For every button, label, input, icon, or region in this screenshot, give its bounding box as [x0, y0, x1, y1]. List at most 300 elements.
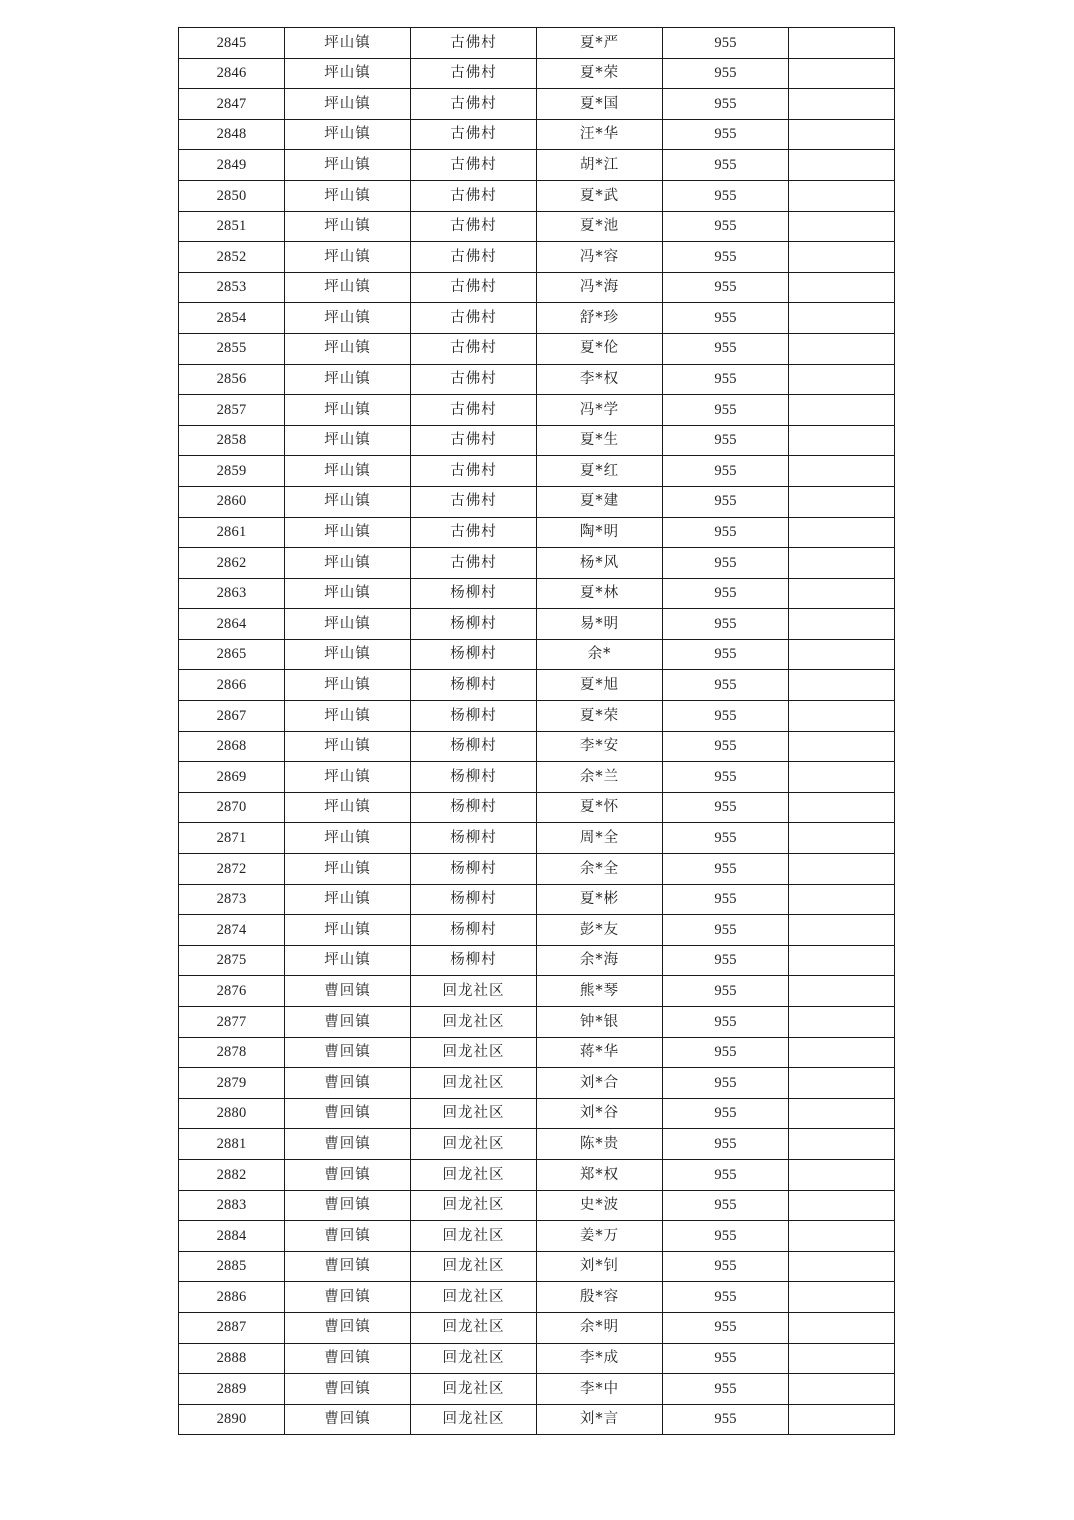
- cell-note: [789, 701, 895, 732]
- cell-index: 2846: [179, 58, 285, 89]
- cell-amount: 955: [663, 915, 789, 946]
- cell-amount: 955: [663, 1251, 789, 1282]
- cell-index: 2854: [179, 303, 285, 334]
- cell-amount: 955: [663, 639, 789, 670]
- cell-amount: 955: [663, 272, 789, 303]
- table-row: [179, 1190, 895, 1221]
- cell-index: 2852: [179, 242, 285, 273]
- cell-note: [789, 1312, 895, 1343]
- cell-note: [789, 150, 895, 181]
- cell-name: 易*明: [537, 609, 663, 640]
- table-row: [179, 1068, 895, 1099]
- cell-town: 坪山镇: [285, 884, 411, 915]
- cell-village: 回龙社区: [411, 1190, 537, 1221]
- table-row: [179, 89, 895, 120]
- cell-village: 古佛村: [411, 548, 537, 579]
- cell-name: 刘*合: [537, 1068, 663, 1099]
- cell-name: 史*波: [537, 1190, 663, 1221]
- cell-note: [789, 456, 895, 487]
- cell-note: [789, 180, 895, 211]
- cell-name: 蒋*华: [537, 1037, 663, 1068]
- cell-amount: 955: [663, 1221, 789, 1252]
- cell-town: 曹回镇: [285, 1251, 411, 1282]
- cell-name: 陶*明: [537, 517, 663, 548]
- cell-amount: 955: [663, 945, 789, 976]
- cell-village: 回龙社区: [411, 1343, 537, 1374]
- cell-note: [789, 1159, 895, 1190]
- cell-amount: 955: [663, 486, 789, 517]
- table-row: [179, 456, 895, 487]
- table-row: [179, 1129, 895, 1160]
- cell-name: 夏*建: [537, 486, 663, 517]
- cell-name: 陈*贵: [537, 1129, 663, 1160]
- cell-index: 2875: [179, 945, 285, 976]
- cell-name: 夏*武: [537, 180, 663, 211]
- cell-town: 坪山镇: [285, 548, 411, 579]
- cell-amount: 955: [663, 1007, 789, 1038]
- cell-index: 2879: [179, 1068, 285, 1099]
- cell-amount: 955: [663, 58, 789, 89]
- cell-town: 坪山镇: [285, 89, 411, 120]
- cell-village: 杨柳村: [411, 578, 537, 609]
- cell-village: 古佛村: [411, 425, 537, 456]
- cell-village: 古佛村: [411, 150, 537, 181]
- cell-amount: 955: [663, 976, 789, 1007]
- cell-amount: 955: [663, 578, 789, 609]
- table-row: [179, 1007, 895, 1038]
- cell-amount: 955: [663, 1374, 789, 1405]
- cell-index: 2864: [179, 609, 285, 640]
- cell-name: 李*权: [537, 364, 663, 395]
- cell-amount: 955: [663, 517, 789, 548]
- cell-village: 杨柳村: [411, 823, 537, 854]
- cell-village: 古佛村: [411, 272, 537, 303]
- cell-village: 古佛村: [411, 119, 537, 150]
- cell-town: 曹回镇: [285, 1404, 411, 1435]
- cell-village: 杨柳村: [411, 762, 537, 793]
- cell-town: 曹回镇: [285, 1221, 411, 1252]
- cell-index: 2863: [179, 578, 285, 609]
- cell-index: 2858: [179, 425, 285, 456]
- cell-village: 古佛村: [411, 28, 537, 59]
- cell-town: 曹回镇: [285, 976, 411, 1007]
- cell-town: 坪山镇: [285, 486, 411, 517]
- cell-index: 2860: [179, 486, 285, 517]
- cell-amount: 955: [663, 762, 789, 793]
- cell-name: 夏*池: [537, 211, 663, 242]
- cell-amount: 955: [663, 823, 789, 854]
- cell-town: 坪山镇: [285, 180, 411, 211]
- table-row: [179, 1159, 895, 1190]
- cell-village: 古佛村: [411, 395, 537, 426]
- cell-village: 古佛村: [411, 517, 537, 548]
- cell-name: 李*中: [537, 1374, 663, 1405]
- table-row: [179, 548, 895, 579]
- cell-index: 2869: [179, 762, 285, 793]
- table-row: [179, 1221, 895, 1252]
- cell-amount: 955: [663, 1190, 789, 1221]
- cell-name: 冯*海: [537, 272, 663, 303]
- table-row: [179, 976, 895, 1007]
- cell-name: 夏*彬: [537, 884, 663, 915]
- cell-index: 2881: [179, 1129, 285, 1160]
- cell-name: 夏*红: [537, 456, 663, 487]
- cell-name: 余*海: [537, 945, 663, 976]
- cell-name: 夏*严: [537, 28, 663, 59]
- cell-note: [789, 792, 895, 823]
- cell-name: 殷*容: [537, 1282, 663, 1313]
- cell-village: 古佛村: [411, 180, 537, 211]
- cell-name: 余*全: [537, 854, 663, 885]
- cell-amount: 955: [663, 425, 789, 456]
- cell-amount: 955: [663, 701, 789, 732]
- cell-index: 2885: [179, 1251, 285, 1282]
- cell-town: 坪山镇: [285, 456, 411, 487]
- cell-note: [789, 639, 895, 670]
- cell-town: 坪山镇: [285, 854, 411, 885]
- table-row: [179, 486, 895, 517]
- cell-name: 刘*谷: [537, 1098, 663, 1129]
- cell-town: 坪山镇: [285, 333, 411, 364]
- cell-note: [789, 609, 895, 640]
- cell-note: [789, 1037, 895, 1068]
- cell-town: 坪山镇: [285, 609, 411, 640]
- cell-index: 2861: [179, 517, 285, 548]
- cell-note: [789, 731, 895, 762]
- cell-index: 2859: [179, 456, 285, 487]
- cell-name: 夏*荣: [537, 58, 663, 89]
- cell-town: 坪山镇: [285, 792, 411, 823]
- cell-name: 余*: [537, 639, 663, 670]
- cell-town: 曹回镇: [285, 1190, 411, 1221]
- cell-town: 曹回镇: [285, 1312, 411, 1343]
- table-row: [179, 395, 895, 426]
- table-row: [179, 364, 895, 395]
- cell-index: 2867: [179, 701, 285, 732]
- cell-town: 坪山镇: [285, 517, 411, 548]
- table-row: [179, 333, 895, 364]
- cell-town: 坪山镇: [285, 303, 411, 334]
- cell-town: 坪山镇: [285, 119, 411, 150]
- cell-village: 回龙社区: [411, 1037, 537, 1068]
- cell-index: 2888: [179, 1343, 285, 1374]
- cell-index: 2871: [179, 823, 285, 854]
- table-row: [179, 945, 895, 976]
- cell-amount: 955: [663, 303, 789, 334]
- cell-village: 回龙社区: [411, 1374, 537, 1405]
- table-row: [179, 915, 895, 946]
- cell-note: [789, 1129, 895, 1160]
- cell-village: 回龙社区: [411, 1251, 537, 1282]
- cell-index: 2857: [179, 395, 285, 426]
- cell-town: 坪山镇: [285, 395, 411, 426]
- cell-town: 曹回镇: [285, 1343, 411, 1374]
- cell-index: 2882: [179, 1159, 285, 1190]
- table-row: [179, 58, 895, 89]
- cell-village: 回龙社区: [411, 1159, 537, 1190]
- table-row: [179, 119, 895, 150]
- cell-town: 坪山镇: [285, 211, 411, 242]
- cell-village: 回龙社区: [411, 976, 537, 1007]
- cell-town: 曹回镇: [285, 1068, 411, 1099]
- table-row: [179, 884, 895, 915]
- cell-amount: 955: [663, 854, 789, 885]
- cell-village: 古佛村: [411, 364, 537, 395]
- cell-note: [789, 1190, 895, 1221]
- table-row: [179, 701, 895, 732]
- cell-index: 2849: [179, 150, 285, 181]
- cell-amount: 955: [663, 28, 789, 59]
- cell-village: 杨柳村: [411, 670, 537, 701]
- cell-village: 古佛村: [411, 211, 537, 242]
- cell-index: 2890: [179, 1404, 285, 1435]
- table-row: [179, 1404, 895, 1435]
- cell-town: 坪山镇: [285, 364, 411, 395]
- cell-amount: 955: [663, 150, 789, 181]
- cell-note: [789, 211, 895, 242]
- cell-amount: 955: [663, 1068, 789, 1099]
- cell-note: [789, 578, 895, 609]
- cell-village: 回龙社区: [411, 1068, 537, 1099]
- cell-town: 坪山镇: [285, 150, 411, 181]
- cell-town: 曹回镇: [285, 1129, 411, 1160]
- cell-amount: 955: [663, 456, 789, 487]
- table-row: [179, 1282, 895, 1313]
- cell-village: 杨柳村: [411, 792, 537, 823]
- cell-note: [789, 1007, 895, 1038]
- cell-index: 2851: [179, 211, 285, 242]
- cell-amount: 955: [663, 211, 789, 242]
- cell-amount: 955: [663, 333, 789, 364]
- cell-index: 2874: [179, 915, 285, 946]
- cell-name: 彭*友: [537, 915, 663, 946]
- cell-village: 古佛村: [411, 303, 537, 334]
- cell-note: [789, 915, 895, 946]
- cell-index: 2877: [179, 1007, 285, 1038]
- cell-amount: 955: [663, 548, 789, 579]
- cell-note: [789, 89, 895, 120]
- table-row: [179, 242, 895, 273]
- cell-amount: 955: [663, 731, 789, 762]
- table-row: [179, 792, 895, 823]
- cell-index: 2878: [179, 1037, 285, 1068]
- cell-name: 刘*钊: [537, 1251, 663, 1282]
- cell-town: 坪山镇: [285, 578, 411, 609]
- cell-town: 坪山镇: [285, 242, 411, 273]
- cell-index: 2889: [179, 1374, 285, 1405]
- cell-village: 回龙社区: [411, 1282, 537, 1313]
- cell-amount: 955: [663, 180, 789, 211]
- cell-note: [789, 976, 895, 1007]
- cell-note: [789, 486, 895, 517]
- cell-village: 古佛村: [411, 486, 537, 517]
- cell-name: 舒*珍: [537, 303, 663, 334]
- cell-note: [789, 1068, 895, 1099]
- table-row: [179, 180, 895, 211]
- cell-town: 坪山镇: [285, 945, 411, 976]
- cell-village: 古佛村: [411, 242, 537, 273]
- table-row: [179, 854, 895, 885]
- cell-note: [789, 425, 895, 456]
- cell-amount: 955: [663, 242, 789, 273]
- cell-name: 夏*旭: [537, 670, 663, 701]
- cell-town: 坪山镇: [285, 272, 411, 303]
- cell-village: 杨柳村: [411, 945, 537, 976]
- cell-village: 杨柳村: [411, 731, 537, 762]
- cell-name: 夏*国: [537, 89, 663, 120]
- table-row: [179, 1037, 895, 1068]
- cell-name: 夏*伦: [537, 333, 663, 364]
- cell-name: 姜*万: [537, 1221, 663, 1252]
- cell-name: 胡*江: [537, 150, 663, 181]
- cell-note: [789, 58, 895, 89]
- cell-note: [789, 272, 895, 303]
- cell-name: 夏*怀: [537, 792, 663, 823]
- table-row: [179, 1098, 895, 1129]
- cell-village: 回龙社区: [411, 1404, 537, 1435]
- table-row: [179, 425, 895, 456]
- cell-name: 余*兰: [537, 762, 663, 793]
- cell-town: 曹回镇: [285, 1037, 411, 1068]
- table-row: [179, 303, 895, 334]
- cell-amount: 955: [663, 1129, 789, 1160]
- cell-index: 2862: [179, 548, 285, 579]
- table-row: [179, 670, 895, 701]
- cell-note: [789, 1374, 895, 1405]
- roster-table-body: [179, 28, 895, 1435]
- cell-note: [789, 364, 895, 395]
- cell-index: 2850: [179, 180, 285, 211]
- cell-index: 2856: [179, 364, 285, 395]
- cell-note: [789, 762, 895, 793]
- cell-name: 夏*生: [537, 425, 663, 456]
- cell-town: 坪山镇: [285, 425, 411, 456]
- table-row: [179, 1312, 895, 1343]
- cell-name: 夏*荣: [537, 701, 663, 732]
- cell-note: [789, 395, 895, 426]
- cell-note: [789, 333, 895, 364]
- cell-index: 2870: [179, 792, 285, 823]
- cell-amount: 955: [663, 1404, 789, 1435]
- cell-village: 回龙社区: [411, 1007, 537, 1038]
- cell-index: 2872: [179, 854, 285, 885]
- cell-town: 坪山镇: [285, 28, 411, 59]
- cell-note: [789, 303, 895, 334]
- cell-town: 坪山镇: [285, 731, 411, 762]
- cell-name: 刘*言: [537, 1404, 663, 1435]
- cell-index: 2868: [179, 731, 285, 762]
- table-row: [179, 1343, 895, 1374]
- cell-name: 冯*容: [537, 242, 663, 273]
- cell-village: 回龙社区: [411, 1129, 537, 1160]
- cell-amount: 955: [663, 1282, 789, 1313]
- cell-town: 坪山镇: [285, 823, 411, 854]
- cell-index: 2865: [179, 639, 285, 670]
- cell-note: [789, 823, 895, 854]
- cell-index: 2873: [179, 884, 285, 915]
- cell-village: 古佛村: [411, 333, 537, 364]
- cell-town: 曹回镇: [285, 1282, 411, 1313]
- cell-town: 坪山镇: [285, 701, 411, 732]
- cell-village: 杨柳村: [411, 701, 537, 732]
- cell-village: 古佛村: [411, 58, 537, 89]
- cell-note: [789, 670, 895, 701]
- table-row: [179, 1374, 895, 1405]
- table-row: [179, 578, 895, 609]
- cell-note: [789, 884, 895, 915]
- cell-note: [789, 854, 895, 885]
- table-row: [179, 609, 895, 640]
- roster-table: [178, 27, 895, 1435]
- cell-amount: 955: [663, 670, 789, 701]
- cell-amount: 955: [663, 1037, 789, 1068]
- table-row: [179, 150, 895, 181]
- cell-town: 曹回镇: [285, 1374, 411, 1405]
- cell-name: 杨*风: [537, 548, 663, 579]
- cell-note: [789, 119, 895, 150]
- cell-note: [789, 548, 895, 579]
- cell-name: 汪*华: [537, 119, 663, 150]
- cell-village: 古佛村: [411, 89, 537, 120]
- cell-index: 2847: [179, 89, 285, 120]
- table-row: [179, 211, 895, 242]
- cell-village: 杨柳村: [411, 854, 537, 885]
- cell-note: [789, 945, 895, 976]
- cell-amount: 955: [663, 884, 789, 915]
- cell-amount: 955: [663, 395, 789, 426]
- cell-name: 夏*林: [537, 578, 663, 609]
- cell-name: 冯*学: [537, 395, 663, 426]
- cell-amount: 955: [663, 1312, 789, 1343]
- cell-name: 李*安: [537, 731, 663, 762]
- cell-note: [789, 517, 895, 548]
- cell-village: 回龙社区: [411, 1312, 537, 1343]
- cell-town: 坪山镇: [285, 670, 411, 701]
- table-row: [179, 517, 895, 548]
- cell-village: 杨柳村: [411, 884, 537, 915]
- table-row: [179, 272, 895, 303]
- cell-name: 余*明: [537, 1312, 663, 1343]
- cell-index: 2887: [179, 1312, 285, 1343]
- table-row: [179, 28, 895, 59]
- cell-town: 坪山镇: [285, 915, 411, 946]
- cell-note: [789, 1221, 895, 1252]
- cell-index: 2848: [179, 119, 285, 150]
- cell-index: 2853: [179, 272, 285, 303]
- cell-village: 杨柳村: [411, 915, 537, 946]
- cell-village: 古佛村: [411, 456, 537, 487]
- cell-village: 杨柳村: [411, 609, 537, 640]
- cell-amount: 955: [663, 89, 789, 120]
- table-row: [179, 639, 895, 670]
- cell-amount: 955: [663, 609, 789, 640]
- cell-index: 2880: [179, 1098, 285, 1129]
- cell-village: 回龙社区: [411, 1221, 537, 1252]
- cell-note: [789, 28, 895, 59]
- cell-note: [789, 242, 895, 273]
- cell-amount: 955: [663, 792, 789, 823]
- cell-amount: 955: [663, 119, 789, 150]
- cell-amount: 955: [663, 364, 789, 395]
- cell-note: [789, 1404, 895, 1435]
- table-row: [179, 1251, 895, 1282]
- cell-name: 熊*琴: [537, 976, 663, 1007]
- cell-note: [789, 1282, 895, 1313]
- cell-town: 曹回镇: [285, 1098, 411, 1129]
- cell-name: 李*成: [537, 1343, 663, 1374]
- cell-amount: 955: [663, 1343, 789, 1374]
- cell-note: [789, 1251, 895, 1282]
